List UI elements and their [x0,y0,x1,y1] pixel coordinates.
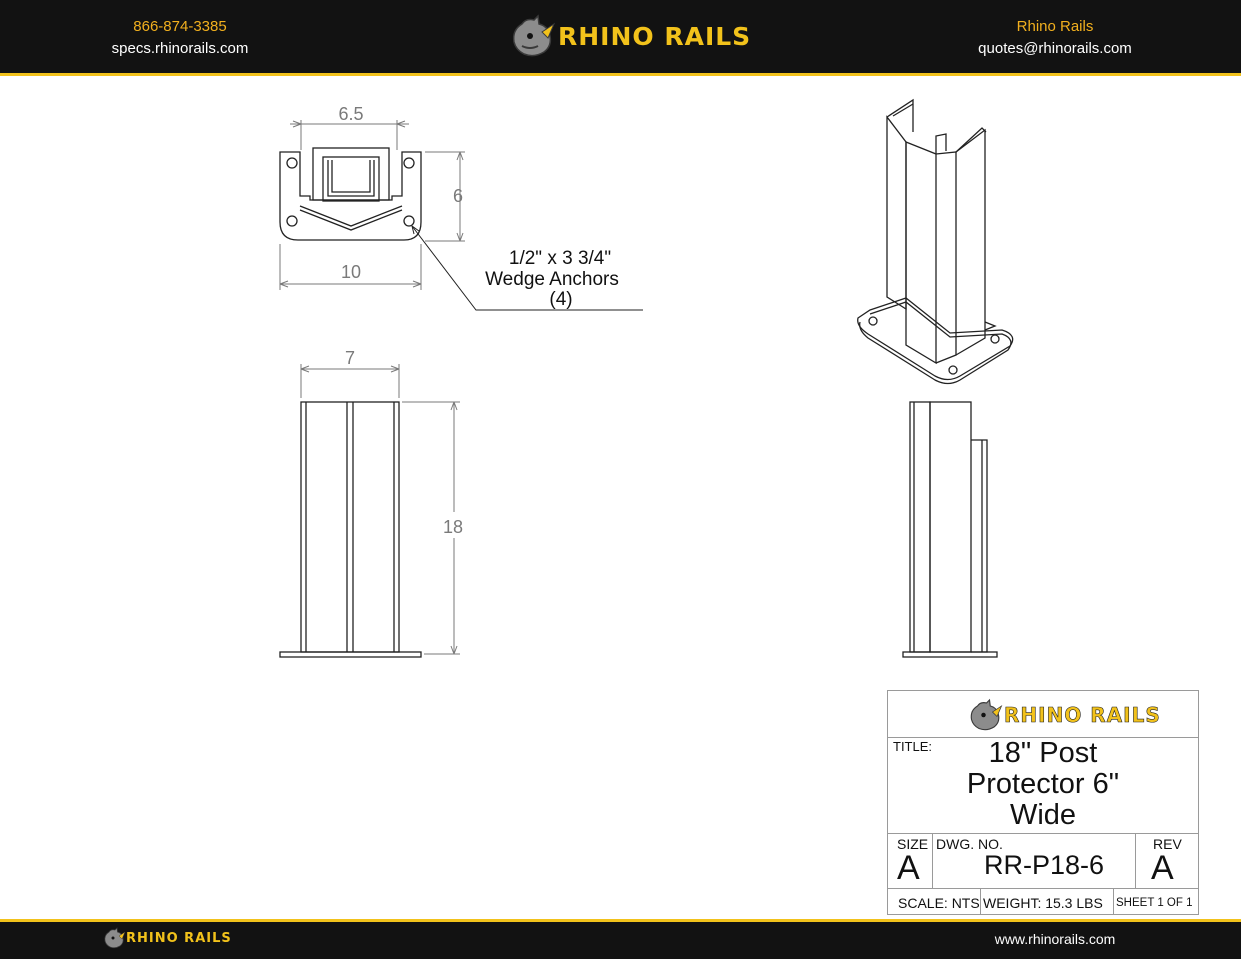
footer-logo-text: RHINO RAILS [126,930,232,946]
anchor-note-line3: (4) [549,289,573,310]
title-block [887,690,1199,915]
divider [888,833,1198,834]
size-value: A [897,849,920,887]
title-label: TITLE: [893,739,933,754]
header-logo-text: RHINO RAILS [558,21,752,51]
header-logo[interactable] [508,12,751,60]
rhino-icon [966,697,1004,733]
anchor-note-line2: Wedge Anchors [485,269,619,290]
title-block-logo-text: RHINO RAILS [1004,703,1161,727]
divider [1113,888,1114,914]
scale-text: SCALE: NTS [898,895,980,911]
dim-height: 18 [442,517,464,537]
isometric-view [858,100,1013,384]
footer-bar [0,919,1241,959]
top-view-dimensions [280,120,465,290]
header-website[interactable]: specs.rhinorails.com [111,40,249,57]
rhino-icon [508,12,556,60]
anchor-note-line1: 1/2" x 3 3/4" [508,248,612,269]
header-bar [0,0,1241,76]
divider [1135,833,1136,888]
rev-label: REV [1153,836,1182,852]
dim-front-width: 7 [344,348,356,368]
top-view [280,148,421,240]
weight-text: WEIGHT: 15.3 LBS [983,895,1103,911]
title-block-logo-row [888,691,1198,738]
header-phone[interactable]: 866-874-3385 [133,18,227,35]
rev-value: A [1151,849,1174,887]
title-block-logo [966,697,1161,733]
front-view-dimensions [301,364,460,654]
footer-website[interactable]: www.rhinorails.com [994,931,1116,947]
dim-depth: 6 [452,186,464,206]
dim-base-width: 10 [340,262,362,282]
dim-inner-width: 6.5 [338,104,364,124]
divider [888,888,1198,889]
divider [980,888,981,914]
title-line-3: Wide [1009,799,1077,831]
size-label: SIZE [897,836,929,852]
title-line-1: 18" Post [988,737,1098,769]
dwg-label: DWG. NO. [936,836,1003,852]
side-view [903,402,997,657]
divider [932,833,933,888]
dwg-number: RR-P18-6 [984,850,1105,880]
header-email[interactable]: quotes@rhinorails.com [978,40,1132,57]
drawing-title [928,738,1158,831]
sheet-text: SHEET 1 OF 1 [1116,897,1193,909]
footer-logo[interactable] [102,926,232,950]
header-company: Rhino Rails [1016,18,1094,35]
title-line-2: Protector 6" [966,768,1120,800]
rhino-icon [102,926,126,950]
front-view [280,402,421,657]
